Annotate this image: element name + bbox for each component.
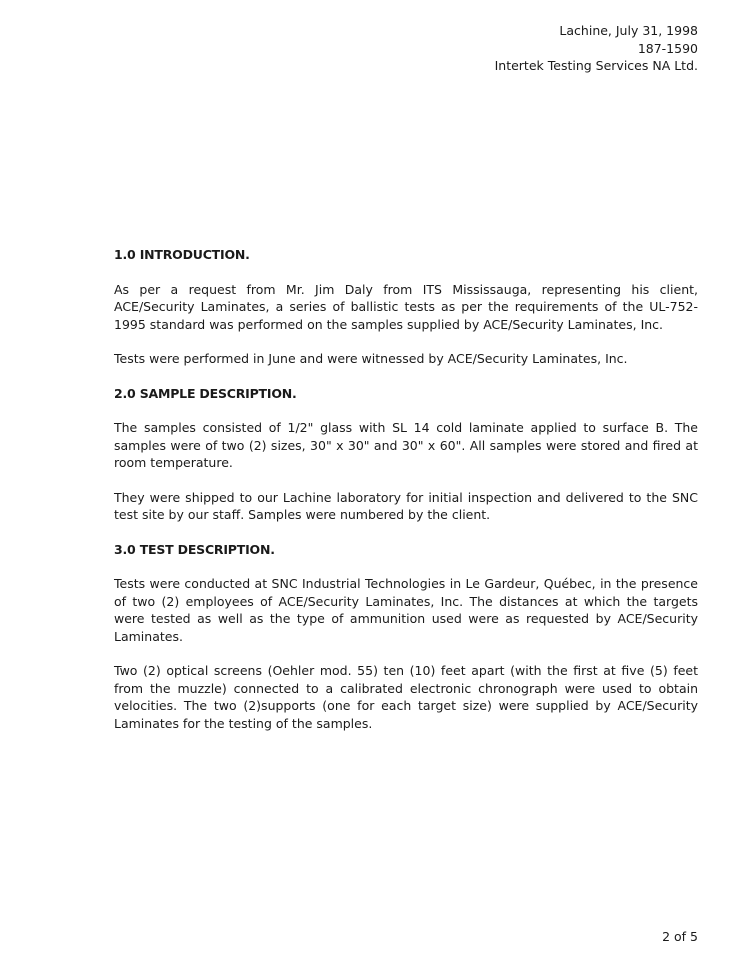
page-number: 2 of 5 (662, 929, 698, 944)
section-heading-sample-description: 2.0 SAMPLE DESCRIPTION. (114, 385, 297, 401)
introduction-paragraph: As per a request from Mr. Jim Daly from ITS Mississauga, representing his client, ACE/Security Laminates, a series of ballistic tests as per the requirements of the UL-752-1995 standard was performed on the samples supplied by ACE/Security Laminates, Inc. (114, 281, 698, 332)
header-reference-number: 187-1590 (637, 40, 698, 56)
section-heading-test-description: 3.0 TEST DESCRIPTION. (114, 541, 275, 557)
document-body (114, 246, 698, 732)
header-company-name: Intertek Testing Services NA Ltd. (494, 58, 698, 73)
section-heading-introduction: 1.0 INTRODUCTION. (114, 247, 250, 262)
introduction-paragraph: Tests were performed in June and were witnessed by ACE/Security Laminates, Inc. (114, 351, 628, 366)
header-place-date: Lachine, July 31, 1998 (559, 23, 698, 38)
document-header (495, 22, 698, 75)
test-description-paragraph: Two (2) optical screens (Oehler mod. 55) ten (10) feet apart (with the first at five (5) feet from the muzzle) connected to a calibrated electronic chronograph were used to obtain velocities. The two (2)supports (one for each target size) were supplied by ACE/Security Laminates for the testing of the samples. (114, 663, 698, 731)
sample-description-paragraph: They were shipped to our Lachine laboratory for initial inspection and delivered to the SNC test site by our staff. Samples were numbered by the client. (114, 489, 698, 522)
sample-description-paragraph: The samples consisted of 1/2" glass with SL 14 cold laminate applied to surface B. The samples were of two (2) sizes, 30" x 30" and 30" x 60". All samples were stored and fired at room temperature. (114, 420, 698, 470)
test-description-paragraph: Tests were conducted at SNC Industrial Technologies in Le Gardeur, Québec, in the presence of two (2) employees of ACE/Security Laminates, Inc. The distances at which the targets were tested as well as the type of ammunition used were as requested by ACE/Security Laminates. (114, 576, 698, 644)
